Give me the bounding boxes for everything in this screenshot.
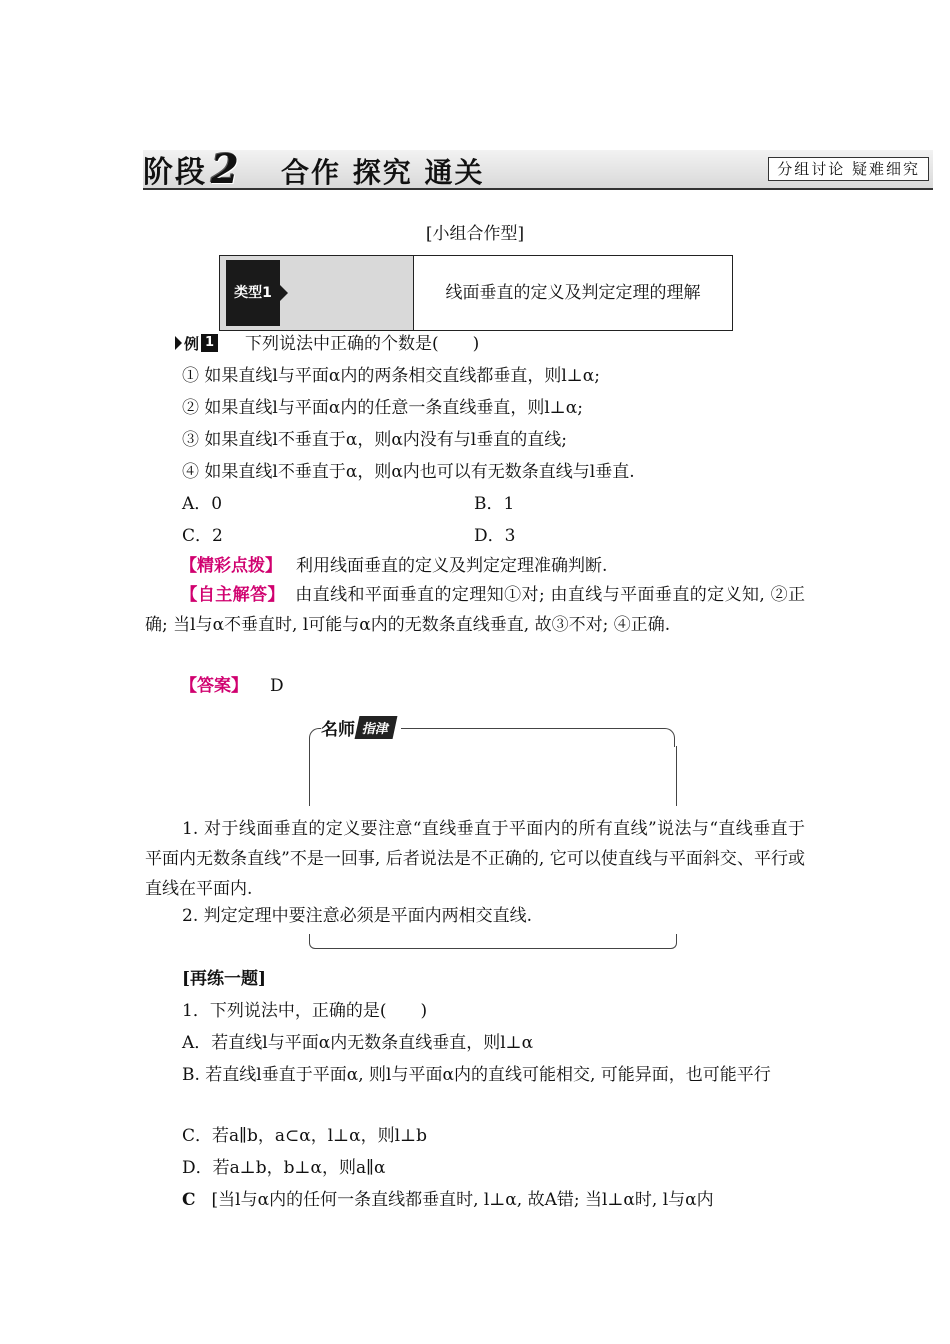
guide-paragraph-2: 2. 判定定理中要注意必须是平面内两相交直线. xyxy=(182,906,533,926)
solution-paragraph xyxy=(145,580,805,640)
option-b: B．1 xyxy=(474,494,515,514)
solution-label: 【自主解答】 xyxy=(180,585,285,605)
type-box-left xyxy=(220,256,414,330)
practice-answer xyxy=(182,1188,714,1212)
section-label: [小组合作型] xyxy=(425,224,525,244)
practice-option-b xyxy=(145,1060,805,1090)
example-item-2: ② 如果直线l与平面α内的任意一条直线垂直，则l⊥α; xyxy=(182,398,583,418)
stage-tag: 分组讨论 疑难细究 xyxy=(768,157,929,181)
stage-banner xyxy=(143,145,933,193)
answer-label: 【答案】 xyxy=(180,676,248,696)
guide-frame-bottom xyxy=(309,934,677,949)
example-tag-number: 1 xyxy=(201,334,218,352)
option-c: C．2 xyxy=(182,526,223,546)
example-item-1: ① 如果直线l与平面α内的两条相交直线都垂直，则l⊥α; xyxy=(182,366,600,386)
practice-option-c: C．若a∥b，a⊂α，l⊥α，则l⊥b xyxy=(182,1126,427,1146)
stage-number: 2 xyxy=(211,145,239,193)
example-tag-word: 例 xyxy=(184,334,200,353)
type-arrow-icon xyxy=(280,285,288,301)
solution-text: 由直线和平面垂直的定理知①对; 由直线与平面垂直的定义知, ②正确; 当l与α不垂直时, l可能与α内的无数条直线垂直, 故③不对; ④正确. xyxy=(145,585,805,635)
triangle-icon xyxy=(175,336,182,350)
practice-question: 1．下列说法中，正确的是( ) xyxy=(182,1001,428,1021)
type-tag: 类型1 xyxy=(226,260,280,326)
practice-option-b-text: B. 若直线l垂直于平面α, 则l与平面α内的直线可能相交, 可能异面，也可能平行 xyxy=(182,1065,771,1085)
guide-label-a: 名师 xyxy=(321,719,355,740)
example-item-4: ④ 如果直线l不垂直于α，则α内也可以有无数条直线与l垂直. xyxy=(182,462,635,482)
option-d: D．3 xyxy=(474,526,516,546)
stage-badge xyxy=(143,145,263,193)
example-question: 下列说法中正确的个数是( ) xyxy=(245,334,480,354)
option-a: A．0 xyxy=(182,494,223,514)
guide-label xyxy=(321,712,401,742)
answer-row xyxy=(180,674,284,698)
practice-label: [再练一题] xyxy=(182,969,267,989)
guide-paragraph-1 xyxy=(145,814,805,904)
type-title: 线面垂直的定义及判定定理的理解 xyxy=(445,283,701,303)
answer-value: D xyxy=(270,676,284,696)
hint-label: 【精彩点拨】 xyxy=(180,556,282,576)
guide-header xyxy=(309,712,675,746)
practice-option-d: D．若a⊥b，b⊥α，则a∥α xyxy=(182,1158,386,1178)
example-tag xyxy=(175,332,218,354)
hint-text: 利用线面垂直的定义及判定定理准确判断. xyxy=(296,556,608,576)
practice-answer-text: [当l与α内的任何一条直线都垂直时, l⊥α, 故A错; 当l⊥α时, l与α内 xyxy=(211,1190,714,1210)
stage-word: 阶段 xyxy=(143,155,207,190)
guide-label-b: 指津 xyxy=(355,716,398,739)
practice-answer-letter: C xyxy=(182,1190,196,1210)
guide-frame-sides xyxy=(309,746,677,806)
practice-option-a: A．若直线l与平面α内无数条直线垂直，则l⊥α xyxy=(182,1033,534,1053)
example-item-3: ③ 如果直线l不垂直于α，则α内没有与l垂直的直线; xyxy=(182,430,567,450)
stage-title: 合作 探究 通关 xyxy=(281,156,485,189)
type-box xyxy=(219,255,733,331)
guide-p1-text: 1. 对于线面垂直的定义要注意“直线垂直于平面内的所有直线”说法与“直线垂直于平面内无数条直线”不是一回事, 后者说法是不正确的, 它可以使直线与平面斜交、平行或直线在平面内. xyxy=(145,819,805,899)
hint-row xyxy=(180,554,607,578)
